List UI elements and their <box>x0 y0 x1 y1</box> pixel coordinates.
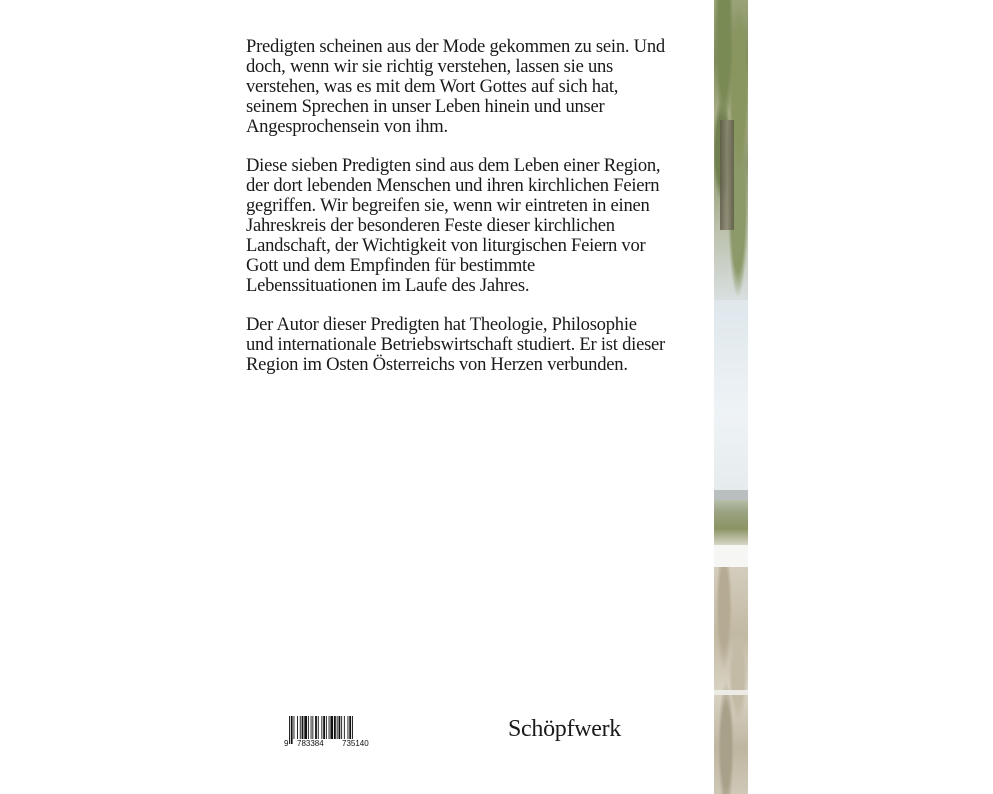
photo-wall <box>714 490 748 545</box>
barcode-bar <box>339 716 341 739</box>
publisher-logo-text: Schöpfwerk <box>508 716 621 742</box>
barcode-bar <box>326 716 327 739</box>
barcode-bar <box>323 716 325 739</box>
barcode-bar <box>337 716 338 739</box>
photo-seam <box>714 690 748 695</box>
barcode-bar <box>312 716 313 739</box>
barcode-bar <box>302 716 304 739</box>
barcode-bar <box>311 716 312 739</box>
barcode-bar <box>334 716 336 739</box>
blurb-paragraph-2: Diese sieben Predigten sind aus dem Leben einer Region, der dort lebenden Menschen und ihren kirchlichen Feiern gegriffen. Wir begreifen sie, wenn wir eintreten in einen Jahreskreis der besonderen Feste dieser kirchlichen Landschaft, der Wichtigkeit von liturgischen Feiern vor Gott und dem Empfinden für bestimmte Lebenssituationen im Laufe des Jahres. <box>246 155 661 296</box>
barcode-bar <box>344 716 345 739</box>
cover-photo-spine-strip <box>714 0 748 794</box>
blurb-paragraph-1: Predigten scheinen aus der Mode gekommen zu sein. Und doch, wenn wir sie richtig verstehen, lassen sie uns verstehen, was es mit dem Wort Gottes auf sich hat, seinem Sprechen in unser Leben hinein und unser Angesprochensein von ihm. <box>246 36 665 137</box>
photo-sky <box>714 300 748 490</box>
blurb-paragraph-3: Der Autor dieser Predigten hat Theologie, Philosophie und internationale Betriebswirtschaft studiert. Er ist dieser Region im Osten Österreichs von Herzen verbunden. <box>246 314 665 375</box>
barcode-bar <box>297 716 298 739</box>
barcode-bar <box>348 716 349 739</box>
isbn-barcode <box>283 716 387 750</box>
barcode-bar <box>330 716 333 739</box>
photo-tree-trunk <box>720 120 734 230</box>
photo-gap <box>714 545 748 567</box>
barcode-bar <box>341 716 342 739</box>
barcode-bar <box>308 716 309 739</box>
photo-ground <box>714 567 748 794</box>
barcode-bar <box>329 716 330 739</box>
barcode-bar <box>349 716 351 739</box>
back-cover-blurb <box>246 37 666 394</box>
barcode-prefix-digit: 9 <box>284 739 289 748</box>
barcode-bar <box>300 716 301 739</box>
barcode-bar <box>315 716 317 739</box>
barcode-bar <box>318 716 319 739</box>
barcode-group-2: 735140 <box>342 739 369 748</box>
barcode-group-1: 783384 <box>297 739 324 748</box>
barcode-bar <box>291 716 293 744</box>
barcode-bar <box>304 716 307 739</box>
barcode-bar <box>294 716 295 739</box>
